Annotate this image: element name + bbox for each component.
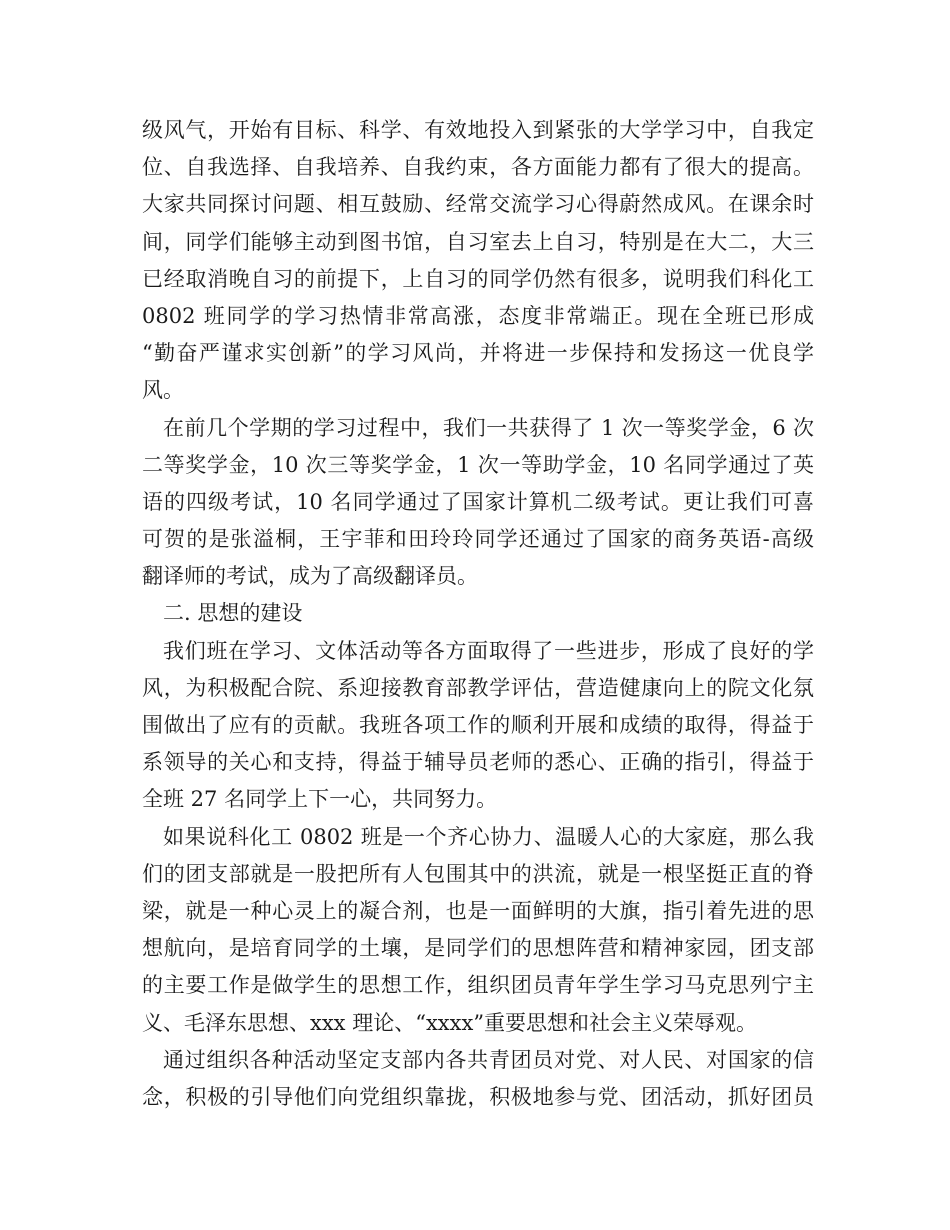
text-line: 我们班在学习、文体活动等各方面取得了一些进步，形成了良好的学 — [163, 638, 814, 663]
text-line: 系领导的关心和支持，得益于辅导员老师的悉心、正确的指引，得益于 — [142, 750, 814, 775]
text-line: 语的四级考试，10 名同学通过了国家计算机二级考试。更让我们可喜 — [142, 489, 814, 514]
text-line: 通过组织各种活动坚定支部内各共青团员对党、对人民、对国家的信 — [163, 1047, 814, 1072]
text-line: 风，为积极配合院、系迎接教育部教学评估，营造健康向上的院文化氛 — [142, 675, 814, 700]
text-line: 围做出了应有的贡献。我班各项工作的顺利开展和成绩的取得，得益于 — [142, 713, 814, 737]
text-line: 0802 班同学的学习热情非常高涨，态度非常端正。现在全班已形成 — [142, 303, 814, 328]
text-line: 在前几个学期的学习过程中，我们一共获得了 1 次一等奖学金，6 次 — [163, 415, 814, 440]
text-line: 可贺的是张溢桐，王宇菲和田玲玲同学还通过了国家的商务英语-高级 — [142, 527, 814, 552]
text-line: 二等奖学金，10 次三等奖学金，1 次一等助学金，10 名同学通过了英 — [142, 452, 814, 477]
text-line: 全班 27 名同学上下一心，共同努力。 — [142, 787, 498, 812]
text-line: 义、毛泽东思想、xxx 理论、“xxxx”重要思想和社会主义荣辱观。 — [142, 1010, 758, 1035]
text-line: 梁，就是一种心灵上的凝合剂，也是一面鲜明的大旗，指引着先进的思 — [142, 898, 814, 923]
text-line: 已经取消晚自习的前提下，上自习的同学仍然有很多，说明我们科化工 — [142, 266, 814, 291]
text-line: 的主要工作是做学生的思想工作，组织团员青年学生学习马克思列宁主 — [142, 973, 814, 998]
text-line: 级风气，开始有目标、科学、有效地投入到紧张的大学学习中，自我定 — [142, 118, 814, 142]
document-body — [142, 112, 814, 1116]
text-line: 念，积极的引导他们向党组织靠拢，积极地参与党、团活动，抓好团员 — [142, 1084, 814, 1109]
text-line: 位、自我选择、自我培养、自我约束，各方面能力都有了很大的提高。 — [142, 155, 814, 180]
text-line: 们的团支部就是一股把所有人包围其中的洪流，就是一根坚挺正直的脊 — [142, 861, 814, 886]
text-line: 翻译师的考试，成为了高级翻译员。 — [142, 564, 478, 589]
text-line: 风。 — [142, 378, 184, 403]
text-line: 大家共同探讨问题、相互鼓励、经常交流学习心得蔚然成风。在课余时 — [142, 192, 814, 217]
text-line: “勤奋严谨求实创新”的学习风尚，并将进一步保持和发扬这一优良学 — [142, 341, 814, 366]
text-line: 如果说科化工 0802 班是一个齐心协力、温暖人心的大家庭，那么我 — [163, 824, 814, 849]
text-line: 想航向，是培育同学的土壤，是同学们的思想阵营和精神家园，团支部 — [142, 936, 814, 961]
text-line: 间，同学们能够主动到图书馆，自习室去上自习，特别是在大二，大三 — [142, 229, 814, 254]
text-line: 二. 思想的建设 — [163, 601, 303, 626]
